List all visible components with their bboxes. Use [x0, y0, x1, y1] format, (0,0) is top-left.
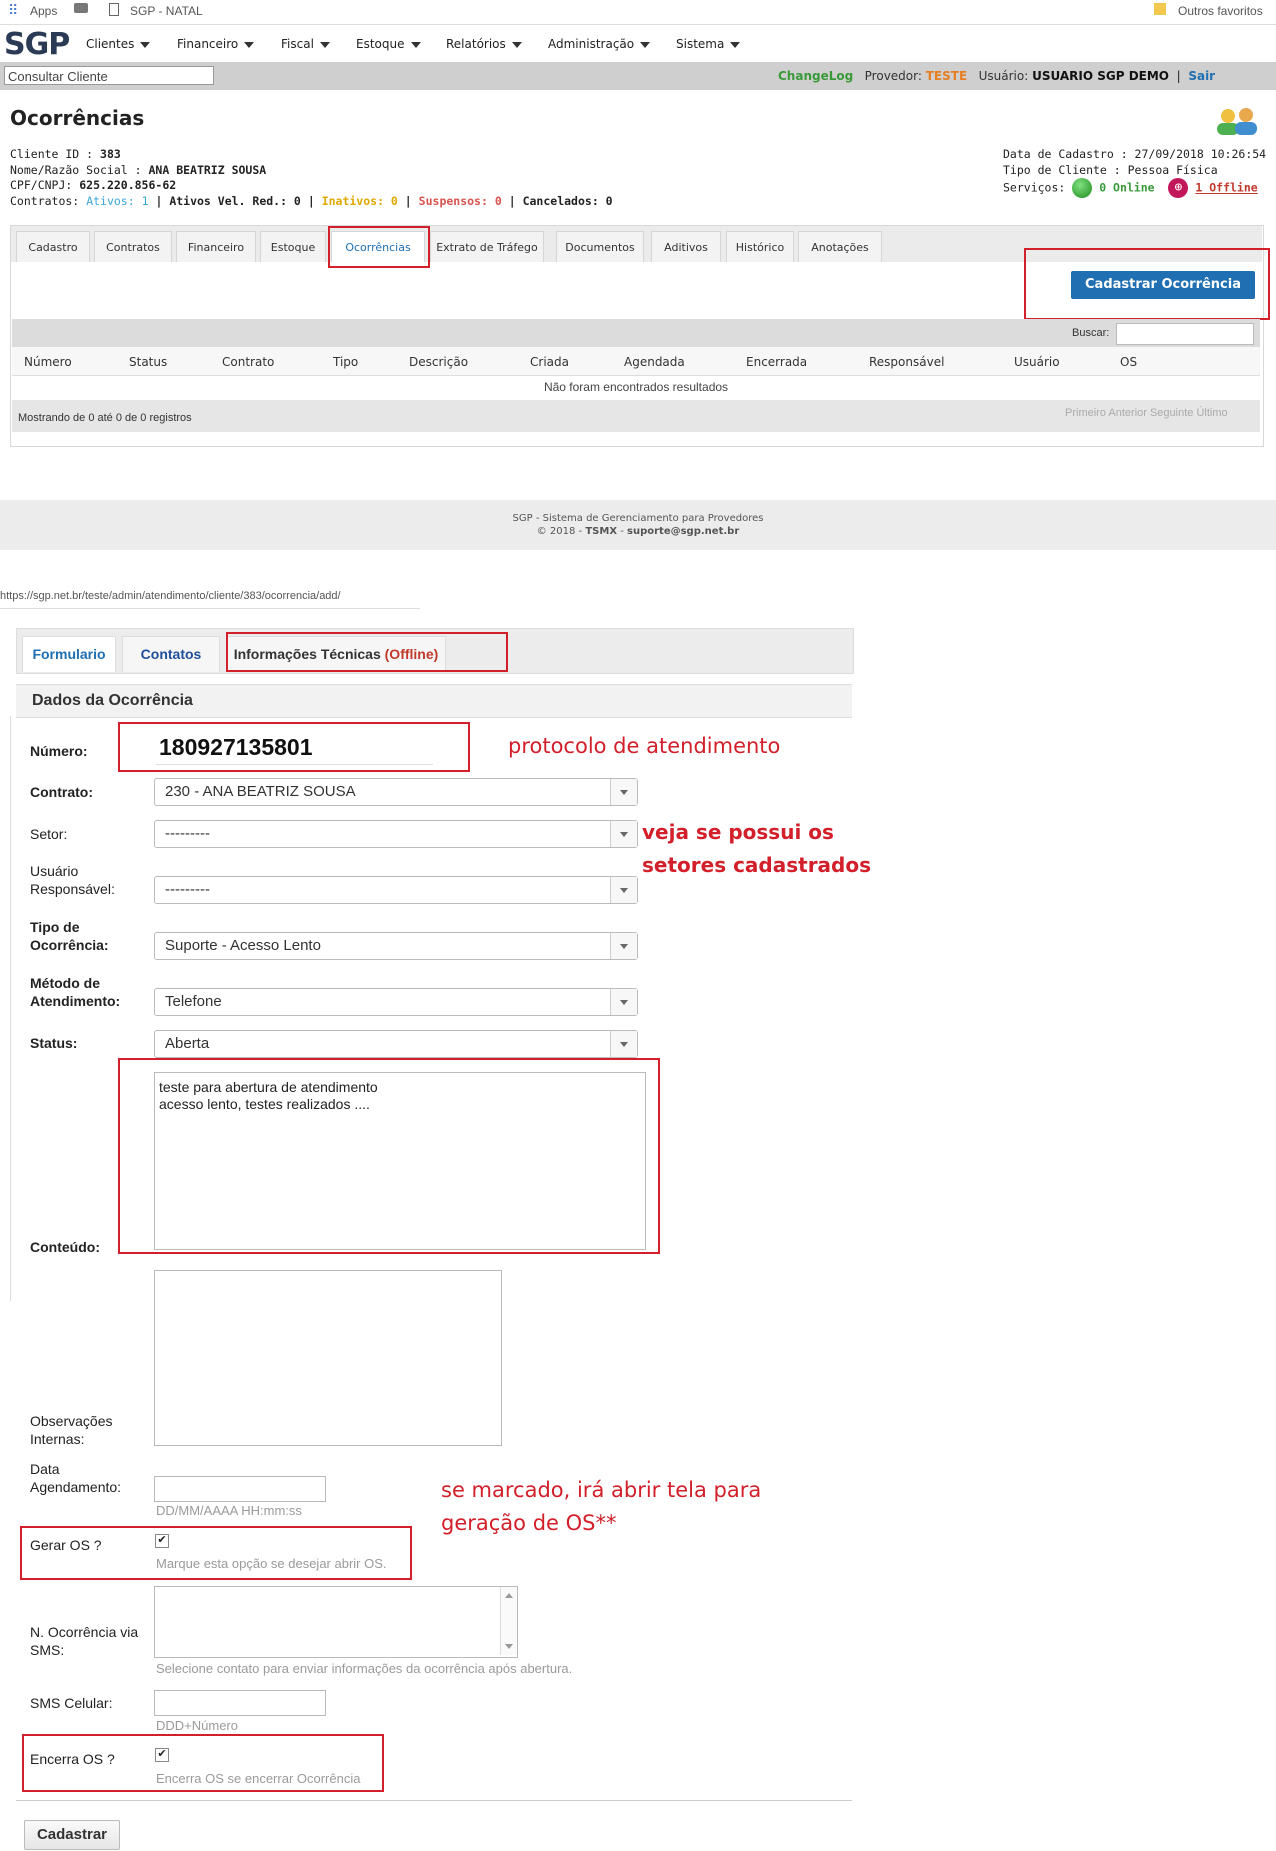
offline-count[interactable]: 1 Offline — [1195, 180, 1258, 195]
menu-relatorios[interactable]: Relatórios — [446, 37, 522, 51]
online-icon — [1072, 178, 1092, 198]
annotation-box — [1024, 248, 1270, 320]
chevron-down-icon — [320, 42, 330, 48]
col-status[interactable]: Status — [129, 355, 168, 369]
sgp-logo[interactable]: SGP — [4, 27, 70, 62]
divider — [16, 1800, 852, 1801]
tipo-ocorrencia-select[interactable]: Suporte - Acesso Lento — [154, 932, 638, 960]
client-search-input[interactable]: Consultar Cliente — [4, 66, 214, 85]
menu-fiscal[interactable]: Fiscal — [281, 37, 330, 51]
tab-documentos[interactable]: Documentos — [556, 231, 644, 262]
client-name-row: Nome/Razão Social : ANA BEATRIZ SOUSA — [10, 162, 267, 177]
sms-celular-label: SMS Celular: — [30, 1695, 113, 1711]
tipo-ocorrencia-label: Tipo de Ocorrência: — [30, 919, 109, 953]
chevron-down-icon — [244, 42, 254, 48]
annotation-box — [226, 632, 508, 672]
provedor-label: Provedor: — [864, 69, 922, 83]
buscar-input[interactable] — [1116, 323, 1254, 345]
menu-estoque[interactable]: Estoque — [356, 37, 421, 51]
chevron-down-icon — [610, 933, 637, 959]
chevron-down-icon — [140, 42, 150, 48]
numero-label: Número: — [30, 743, 88, 759]
chevron-down-icon — [411, 42, 421, 48]
sms-via-label: N. Ocorrência via SMS: — [30, 1624, 139, 1658]
folder-icon — [74, 3, 88, 13]
chevron-down-icon — [610, 989, 637, 1015]
services-row: Serviços: 0 Online ⊕ 1 Offline — [1003, 178, 1266, 198]
status-select[interactable]: Aberta — [154, 1030, 638, 1058]
apps-label[interactable]: Apps — [30, 4, 58, 18]
table-info: Mostrando de 0 até 0 de 0 registros — [18, 412, 192, 424]
apps-icon[interactable]: ⠿ — [8, 2, 19, 18]
encerra-os-label: Encerra OS ? — [30, 1751, 115, 1767]
encerra-os-hint: Encerra OS se encerrar Ocorrência — [156, 1771, 361, 1786]
sms-contact-list[interactable] — [154, 1586, 518, 1658]
tab-cadastro[interactable]: Cadastro — [16, 231, 90, 262]
client-info — [10, 147, 613, 209]
folder-icon — [1154, 3, 1166, 15]
status-label: Status: — [30, 1035, 78, 1051]
annotation-box — [20, 1526, 412, 1580]
menu-sistema[interactable]: Sistema — [676, 37, 740, 51]
numero-field[interactable]: 180927135801 — [156, 730, 433, 765]
page-title: Ocorrências — [10, 106, 145, 130]
chevron-down-icon — [610, 1031, 637, 1057]
pagination[interactable]: Primeiro Anterior Seguinte Último — [1065, 407, 1228, 419]
chevron-down-icon — [512, 42, 522, 48]
tab-historico[interactable]: Histórico — [726, 231, 794, 262]
top-status — [778, 69, 1215, 83]
chevron-down-icon — [640, 42, 650, 48]
col-contrato[interactable]: Contrato — [222, 355, 275, 369]
url-bar[interactable]: https://sgp.net.br/teste/admin/atendimento/cliente/383/ocorrencia/add/ — [0, 590, 420, 609]
metodo-atendimento-select[interactable]: Telefone — [154, 988, 638, 1016]
cadastrar-ocorrencia-button[interactable]: Cadastrar Ocorrência — [1071, 271, 1255, 299]
gerar-os-label: Gerar OS ? — [30, 1537, 102, 1553]
gerar-os-checkbox[interactable]: ✔ — [155, 1534, 169, 1548]
tab-contatos[interactable]: Contatos — [122, 636, 220, 672]
metodo-atendimento-label: Método de Atendimento: — [30, 975, 121, 1009]
tab-financeiro[interactable]: Financeiro — [176, 231, 256, 262]
client-id-row: Cliente ID : 383 — [10, 147, 121, 161]
separator: | — [1176, 69, 1181, 83]
gerar-os-hint: Marque esta opção se desejar abrir OS. — [156, 1556, 387, 1571]
observacoes-label: Observações Internas: — [30, 1413, 113, 1447]
col-numero[interactable]: Número — [24, 355, 72, 369]
logout-link[interactable]: Sair — [1188, 69, 1216, 83]
scroll-up-icon[interactable] — [505, 1593, 513, 1598]
sms-via-hint: Selecione contato para enviar informações da ocorrência após abertura. — [156, 1661, 573, 1676]
users-icon — [1212, 106, 1262, 140]
sms-celular-hint: DDD+Número — [156, 1718, 238, 1733]
data-cadastro: Data de Cadastro : 27/09/2018 10:26:54 — [1003, 147, 1267, 161]
client-meta — [1003, 147, 1266, 198]
data-agendamento-label: Data Agendamento: — [30, 1461, 122, 1495]
buscar-label: Buscar: — [1072, 327, 1110, 339]
offline-icon: ⊕ — [1168, 178, 1188, 198]
col-usuario[interactable]: Usuário — [1014, 355, 1060, 369]
online-count[interactable]: 0 Online — [1099, 180, 1155, 195]
usuario-responsavel-select[interactable]: --------- — [154, 876, 638, 904]
main-menu — [0, 25, 1276, 63]
menu-administracao[interactable]: Administração — [548, 37, 650, 51]
tab-informacoes-tecnicas[interactable]: Informações Técnicas (Offline) — [226, 636, 446, 672]
chevron-down-icon — [730, 42, 740, 48]
tab-ocorrencias[interactable]: Ocorrências — [331, 231, 425, 262]
usuario-value: USUARIO SGP DEMO — [1032, 69, 1169, 83]
section-title: Dados da Ocorrência — [32, 692, 193, 709]
conteudo-textarea[interactable]: teste para abertura de atendimento acesso lento, testes realizados .... — [154, 1072, 646, 1250]
usuario-label: Usuário: — [978, 69, 1029, 83]
col-tipo[interactable]: Tipo — [333, 355, 359, 369]
tab-anotacoes[interactable]: Anotações — [798, 231, 882, 262]
footer-text: SGP - Sistema de Gerenciamento para Provedores © 2018 - TSMX - suporte@sgp.net.br — [512, 513, 764, 537]
conteudo-label: Conteúdo: — [30, 1239, 100, 1255]
annotation-setores: veja se possui os setores cadastrados — [642, 820, 872, 877]
tab-title[interactable]: SGP - NATAL — [130, 4, 203, 18]
data-agendamento-hint: DD/MM/AAAA HH:mm:ss — [156, 1503, 302, 1518]
sms-celular-input[interactable] — [154, 1690, 326, 1716]
contrato-select[interactable]: 230 - ANA BEATRIZ SOUSA — [154, 778, 638, 806]
annotation-box — [328, 226, 430, 268]
observacoes-textarea[interactable] — [154, 1270, 502, 1446]
menu-clientes[interactable]: Clientes — [86, 37, 150, 51]
annotation-box — [118, 1058, 660, 1254]
tipo-cliente: Tipo de Cliente : Pessoa Física — [1003, 162, 1218, 177]
usuario-responsavel-label: Usuário Responsável: — [30, 863, 115, 897]
bookmarks-bar — [0, 0, 1276, 25]
col-os[interactable]: OS — [1120, 355, 1138, 369]
scroll-down-icon[interactable] — [505, 1644, 513, 1649]
page-icon — [109, 3, 119, 16]
col-responsavel[interactable]: Responsável — [869, 355, 945, 369]
tab-contratos[interactable]: Contratos — [94, 231, 172, 262]
annotation-os: se marcado, irá abrir tela para geração de OS** — [441, 1478, 762, 1535]
chevron-down-icon — [610, 821, 637, 847]
annotation-box — [118, 722, 470, 772]
setor-select[interactable]: --------- — [154, 820, 638, 848]
col-criada[interactable]: Criada — [530, 355, 569, 369]
tab-estoque[interactable]: Estoque — [260, 231, 326, 262]
col-encerrada[interactable]: Encerrada — [746, 355, 808, 369]
col-agendada[interactable]: Agendada — [624, 355, 685, 369]
data-agendamento-input[interactable] — [154, 1476, 326, 1502]
empty-message: Não foram encontrados resultados — [543, 380, 729, 394]
other-bookmarks[interactable]: Outros favoritos — [1178, 4, 1263, 18]
scrollbar[interactable] — [500, 1587, 517, 1655]
encerra-os-checkbox[interactable]: ✔ — [155, 1748, 169, 1762]
changelog-link[interactable]: ChangeLog — [778, 69, 854, 83]
setor-label: Setor: — [30, 826, 68, 842]
contrato-label: Contrato: — [30, 784, 93, 800]
contracts-row: Contratos: Ativos: 1 | Ativos Vel. Red.: 0 | Inativos: 0 | Suspensos: 0 | Cancelados: 0 — [10, 193, 613, 208]
annotation-protocolo: protocolo de atendimento — [508, 734, 781, 758]
divider — [10, 716, 11, 1301]
chevron-down-icon — [610, 779, 637, 805]
tab-aditivos[interactable]: Aditivos — [651, 231, 721, 262]
client-cpf-row: CPF/CNPJ: 625.220.856-62 — [10, 178, 177, 192]
provedor-value: TESTE — [925, 69, 968, 83]
chevron-down-icon — [610, 877, 637, 903]
tab-formulario[interactable]: Formulario — [22, 636, 116, 672]
tab-extrato[interactable]: Extrato de Tráfego — [430, 231, 544, 262]
menu-financeiro[interactable]: Financeiro — [177, 37, 254, 51]
col-descricao[interactable]: Descrição — [409, 355, 469, 369]
cadastrar-button[interactable]: Cadastrar — [24, 1820, 120, 1850]
annotation-box — [22, 1734, 384, 1792]
